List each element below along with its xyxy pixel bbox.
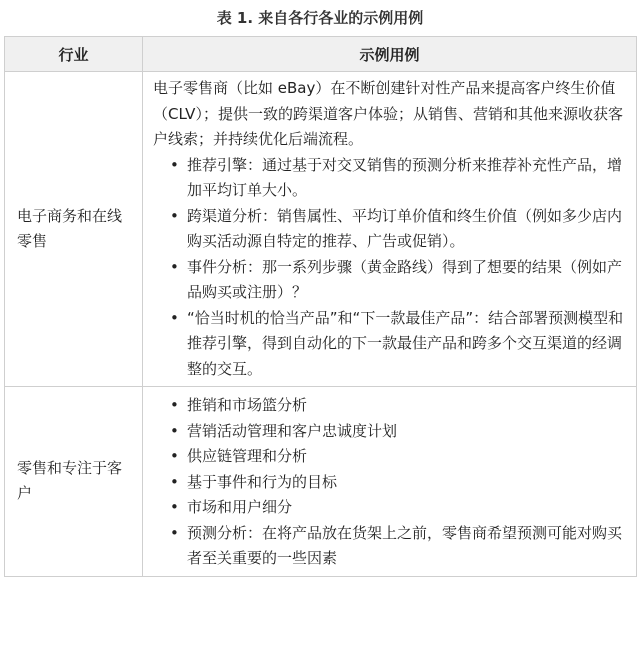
examples-intro: 电子零售商（比如 eBay）在不断创建针对性产品来提高客户终生价值（CLV）；提供一致的跨渠道客户体验；从销售、营销和其他来源收获客户线索；并持续优化后端流程。 <box>153 79 623 148</box>
industry-cell: 零售和专注于客户 <box>5 387 143 577</box>
list-item: • 供应链管理和分析 <box>187 444 626 470</box>
list-item: • 推销和市场篮分析 <box>187 393 626 419</box>
list-item: • 跨渠道分析：销售属性、平均订单价值和终生价值（例如多少店内购买活动源自特定的推荐、广告或促销）。 <box>187 204 626 255</box>
examples-list <box>153 391 626 572</box>
list-item: • “恰当时机的恰当产品”和“下一款最佳产品”：结合部署预测模型和推荐引擎，得到自动化的下一款最佳产品和跨多个交互渠道的经调整的交互。 <box>187 306 626 383</box>
industry-cell: 电子商务和在线零售 <box>5 72 143 387</box>
table-header-row <box>5 37 637 72</box>
use-case-table <box>4 36 637 577</box>
column-header-industry: 行业 <box>5 37 143 72</box>
list-item: • 营销活动管理和客户忠诚度计划 <box>187 419 626 445</box>
list-item: • 基于事件和行为的目标 <box>187 470 626 496</box>
examples-cell <box>143 387 637 577</box>
table-row <box>5 387 637 577</box>
list-item: • 市场和用户细分 <box>187 495 626 521</box>
table-row <box>5 72 637 387</box>
examples-list <box>153 153 626 383</box>
list-item: • 推荐引擎：通过基于对交叉销售的预测分析来推荐补充性产品，增加平均订单大小。 <box>187 153 626 204</box>
column-header-examples: 示例用例 <box>143 37 637 72</box>
examples-cell <box>143 72 637 387</box>
list-item: • 预测分析：在将产品放在货架上之前，零售商希望预测可能对购买者至关重要的一些因素 <box>187 521 626 572</box>
table-caption: 表 1. 来自各行各业的示例用例 <box>216 9 424 27</box>
list-item: • 事件分析：那一系列步骤（黄金路线）得到了想要的结果（例如产品购买或注册）？ <box>187 255 626 306</box>
